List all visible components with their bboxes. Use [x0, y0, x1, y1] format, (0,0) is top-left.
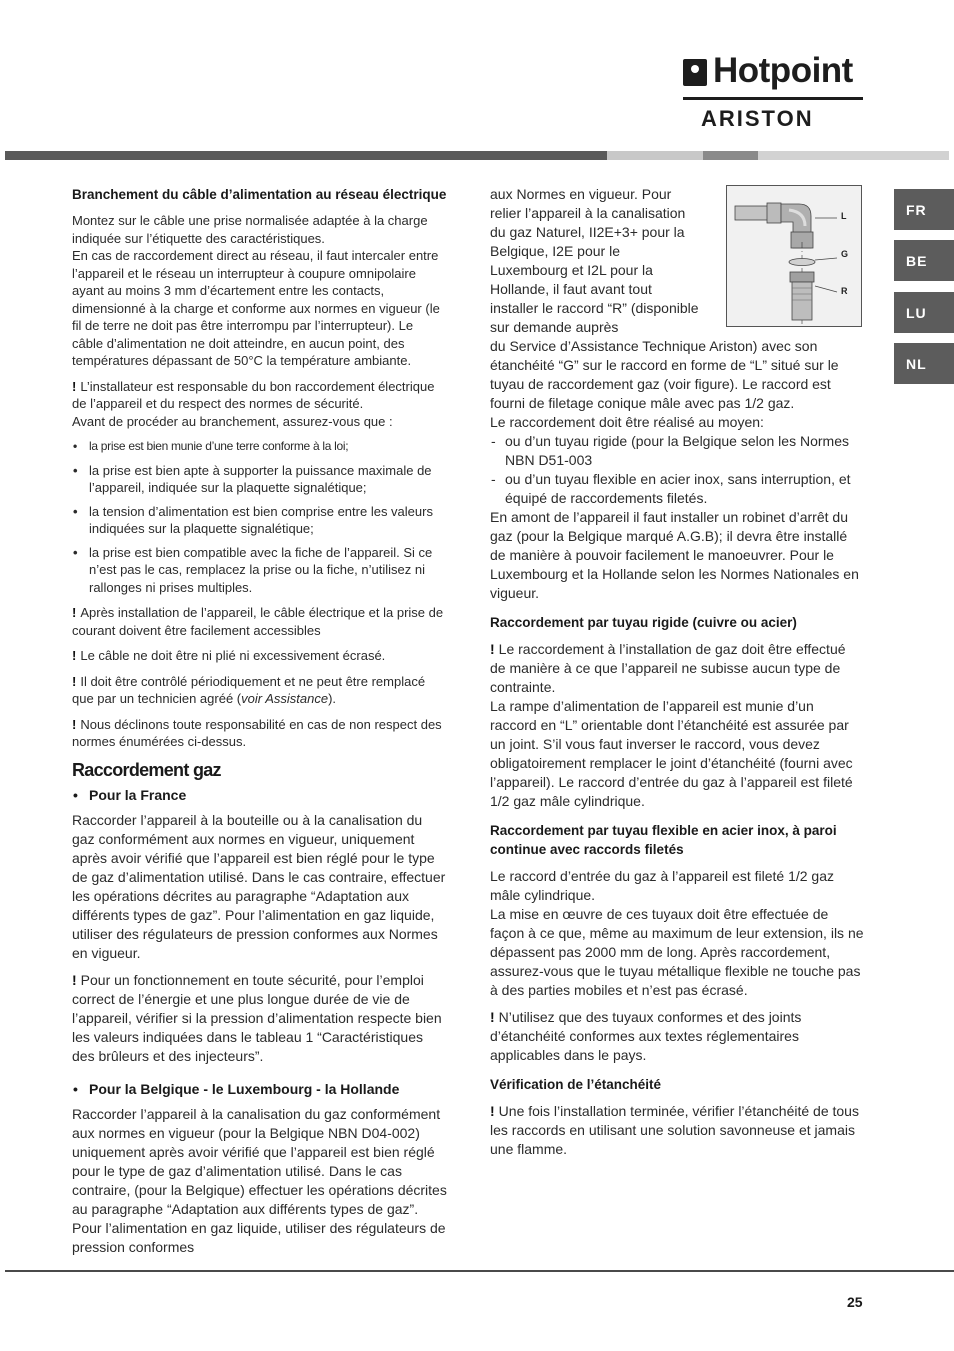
paragraph: Raccorder l’appareil à la canalisation du gaz conformément aux normes en vigueur (pour la Belgique NBN D04-002) uniquement après avoir vérifié que l’appareil est bien réglé pour le type de gaz d’alimentation utilisé. Dans le cas contraire, (pour la Belgique) effectuer les opérations décrites au paragraphe “Adaptation aux différents types de gaz”. Pour l’alimentation en gaz liquide, utiliser des régulateurs de pression conformes — [72, 1105, 447, 1255]
warning-icon: ! — [72, 673, 77, 689]
brand-sub: ARISTON — [701, 106, 814, 131]
lang-tab-fr[interactable]: FR — [894, 189, 954, 230]
warning-icon: ! — [72, 378, 77, 394]
warning-icon: ! — [72, 971, 77, 988]
figure-label-g: G — [841, 249, 849, 259]
paragraph: Montez sur le câble une prise normalisée adaptée à la charge indiquée sur l’étiquette des caractéristiques. — [72, 213, 428, 246]
paragraph-end: ). — [328, 691, 337, 706]
paragraph: En cas de raccordement direct au réseau, il faut intercaler entre l’appareil et le réseau un interrupteur à coupure omnipolaire ayant au moins 3 mm d’écartement entre les contacts, dimensionné à la charge et conforme aux normes en vigueur (le fil de terre ne doit pas être interrompu par l’interrupteur). Le câble d’alimentation ne doit atteindre, en aucun point, des températures dépassant de 50°C la température ambiante. — [72, 248, 440, 368]
page-number: 25 — [847, 1294, 863, 1310]
list-item: • la prise est bien apte à supporter la puissance maximale de l’appareil, indiquée sur la plaquette signalétique; — [72, 462, 447, 497]
paragraph: Nous déclinons toute responsabilité en cas de non respect des normes énumérées ci-dessus. — [72, 716, 442, 749]
paragraph: Le raccord d’entrée du gaz à l’appareil est fileté 1/2 gaz mâle cylindrique. — [490, 868, 834, 903]
assistance-reference: voir Assistance — [241, 691, 329, 706]
paragraph: L’installateur est responsable du bon raccordement électrique de l’appareil et du respect des normes de sécurité. — [72, 378, 435, 411]
paragraph: Le raccordement à l’installation de gaz doit être effectué de manière à ce que l’appareil ne subisse aucun type de contrainte. — [490, 641, 846, 695]
gas-fitting-figure — [726, 185, 862, 327]
lang-tab-nl[interactable]: NL — [894, 343, 954, 384]
paragraph: La rampe d’alimentation de l’appareil est munie d’un raccord en “L” orientable dont l’étanchéité est assurée par un joint. S’il vous faut inverser le raccord, vous devez obligatoirement remplacer le joint d’étanchéité (fourni avec l’appareil). Le raccord d’entrée du gaz à l’appareil est fileté 1/2 gaz mâle cylindrique. — [490, 698, 853, 809]
paragraph: Après installation de l’appareil, le câble électrique et la prise de courant doivent être facilement accessibles — [72, 605, 444, 638]
brand-mark-icon — [683, 59, 707, 86]
list-item: - ou d’un tuyau rigide (pour la Belgique selon les Normes NBN D51-003 — [490, 432, 864, 470]
checklist — [72, 438, 447, 596]
paragraph: du Service d’Assistance Technique Ariston) avec son étanchéité “G” sur le raccord en forme de “L” situé sur le tuyau de raccordement gaz (voir figure). Le raccord est fourni de filetage conique mâle avec pas 1/2 gaz. — [490, 338, 839, 411]
footer-rule — [5, 1270, 954, 1272]
connection-options — [490, 432, 864, 508]
warning-icon: ! — [72, 716, 77, 732]
warning-icon: ! — [490, 641, 495, 657]
lang-tab-lu[interactable]: LU — [894, 292, 954, 333]
paragraph: N’utilisez que des tuyaux conformes et des joints d’étanchéité conformes aux textes réglementaires applicables dans le pays. — [490, 1009, 802, 1063]
figure-label-l: L — [841, 211, 847, 221]
paragraph: Pour un fonctionnement en toute sécurité, pour l’emploi correct de l’énergie et une plus longue durée de vie de l’appareil, vérifier si la pression d’alimentation respecte bien les valeurs indiquées dans le tableau 1 “Caractéristiques des brûleurs et des injecteurs”. — [72, 971, 442, 1064]
lang-tab-be[interactable]: BE — [894, 240, 954, 281]
paragraph: Le raccordement doit être réalisé au moyen: — [490, 414, 764, 430]
section-heading-rigid: Raccordement par tuyau rigide (cuivre ou acier) — [490, 615, 797, 630]
paragraph: Il doit être contrôlé périodiquement et ne peut être remplacé que par un technicien agréé ( — [72, 673, 426, 706]
header-bar-dark — [5, 151, 607, 160]
section-heading-flexible: Raccordement par tuyau flexible en acier inox, à paroi continue avec raccords filetés — [490, 823, 837, 857]
paragraph: Raccorder l’appareil à la bouteille ou à la canalisation du gaz conformément aux normes en vigueur, uniquement après avoir vérifié que l’appareil est bien réglé pour le type de gaz d’alimentation utilisé. Dans le cas contraire, effectuer les opérations décrites au paragraphe “Adaptation aux différents types de gaz”. Pour l’alimentation en gaz liquide, utiliser des régulateurs de pression conformes aux Normes en vigueur. — [72, 811, 446, 961]
paragraph: Le câble ne doit être ni plié ni excessivement écrasé. — [80, 648, 386, 663]
list-item: • la prise est bien compatible avec la fiche de l’appareil. Si ce n’est pas le cas, remplacez la prise ou la fiche, n’utilisez ni rallonges ni prises multiples. — [72, 544, 447, 597]
brand-logo — [683, 51, 865, 132]
left-column — [72, 185, 447, 1265]
list-item: • la prise est bien munie d’une terre conforme à la loi; — [72, 438, 447, 456]
brand-rule — [683, 97, 863, 100]
subheading-france: • Pour la France — [72, 786, 447, 805]
header-bar-light — [607, 151, 703, 160]
section-heading-verification: Vérification de l’étanchéité — [490, 1077, 662, 1092]
list-item: - ou d’un tuyau flexible en acier inox, sans interruption, et équipé de raccordements filetés. — [490, 470, 864, 508]
electrical-text — [72, 212, 447, 751]
subheading-benelux: • Pour la Belgique - le Luxembourg - la Hollande — [72, 1080, 447, 1099]
warning-icon: ! — [490, 1103, 495, 1119]
header-bar-pale — [758, 151, 949, 160]
paragraph: En amont de l’appareil il faut installer un robinet d’arrêt du gaz (pour la Belgique marqué A.G.B); il devra être installé de manière à pouvoir facilement le manoeuvrer. Pour le Luxembourg et la Hollande selon les Normes Nationales en vigueur. — [490, 509, 859, 601]
paragraph: aux Normes en vigueur. Pour relier l’appareil à la canalisation du gaz Naturel, II2E+3+ pour la Belgique, I2E pour le Luxembourg et I2L pour la Hollande, il faut avant tout installer le raccord “R” (disponible sur demande auprès — [490, 186, 699, 335]
paragraph: Avant de procéder au branchement, assurez-vous que : — [72, 413, 393, 429]
paragraph: La mise en œuvre de ces tuyaux doit être effectuée de façon à ce que, même au maximum de leur extension, ils ne dépassent pas 2000 mm de long. Après raccordement, assurez-vous que le tuyau métallique flexible ne touche pas à des parties mobiles et n’est pas écrasé. — [490, 906, 864, 998]
list-item: • la tension d’alimentation est bien comprise entre les valeurs indiquées sur la plaquette signalétique; — [72, 503, 447, 538]
right-column-narrow — [490, 185, 700, 337]
header-bar-mid — [703, 151, 758, 160]
right-column — [490, 337, 864, 1167]
warning-icon: ! — [72, 605, 77, 620]
figure-label-r: R — [841, 286, 848, 296]
section-heading-electrical: Branchement du câble d’alimentation au réseau électrique — [72, 187, 447, 202]
warning-icon: ! — [490, 1009, 495, 1025]
brand-name: Hotpoint — [713, 51, 853, 90]
warning-icon: ! — [72, 648, 77, 663]
section-heading-gas: Raccordement gaz — [72, 759, 221, 780]
paragraph: Une fois l’installation terminée, vérifier l’étanchéité de tous les raccords en utilisant une solution savonneuse et jamais une flamme. — [490, 1103, 859, 1157]
